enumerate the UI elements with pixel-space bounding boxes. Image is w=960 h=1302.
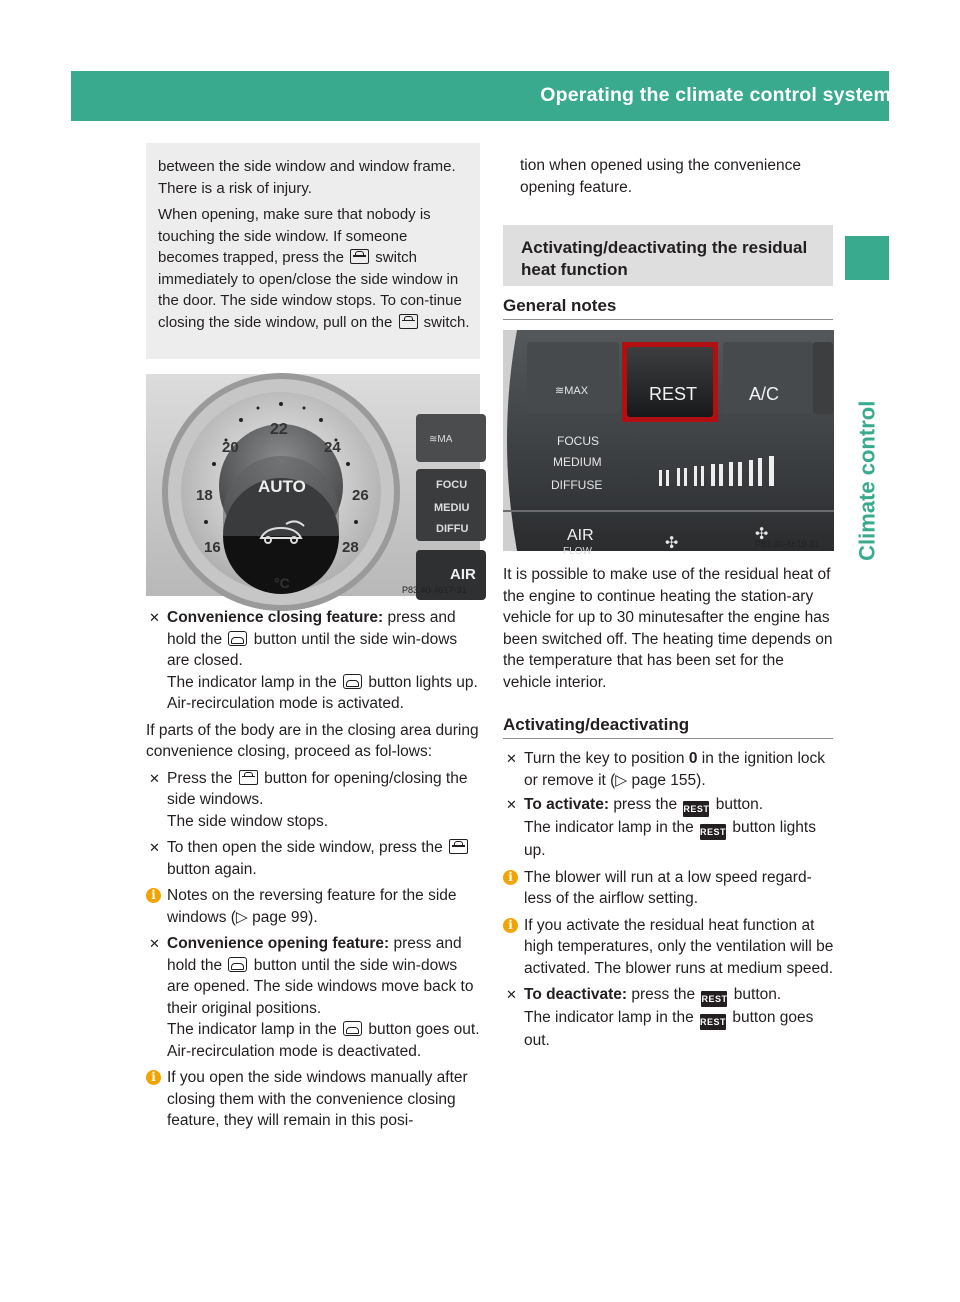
item-text: button lights up.	[524, 819, 816, 859]
info-text: If you open the side windows manually after closing them with the convenience closing feature, they will remain in this posi-	[167, 1069, 468, 1129]
dial-unit: °C	[274, 575, 290, 591]
header-bar	[71, 71, 944, 121]
info-icon: i	[146, 888, 161, 903]
window-switch-icon	[449, 839, 468, 854]
rest-button-icon: REST	[700, 1014, 726, 1030]
item-text: button until the side win-dows are opened. The side windows move back to their original positions.	[167, 956, 474, 1017]
rest-button-icon: REST	[700, 824, 726, 840]
item-bold: To activate:	[524, 796, 609, 813]
item-bold: Convenience opening feature:	[167, 935, 390, 952]
item-text: button.	[715, 796, 764, 813]
list-item	[146, 768, 480, 833]
chapter-label: Climate control	[854, 400, 880, 561]
window-switch-icon	[350, 249, 369, 264]
info-note	[503, 915, 834, 980]
photo2-label-medium: MEDIUM	[553, 455, 602, 469]
rest-button-icon: REST	[683, 801, 709, 817]
arrow-marker-icon: ✕	[149, 610, 160, 625]
convenience-car-icon	[343, 674, 362, 689]
rest-panel-illustration	[503, 330, 834, 557]
svg-text:≋MA: ≋MA	[429, 434, 453, 445]
paragraph: It is possible to make use of the residual heat of the engine to continue heating the station-ary vehicle for up to 30 minutesafter the engine has been switched off. The heating time depends on the temperature that has been set for the vehicle interior.	[503, 566, 833, 691]
arrow-marker-icon: ✕	[506, 751, 517, 766]
info-note	[146, 885, 480, 928]
warning-text-2	[158, 204, 470, 333]
right-column-continuation	[503, 155, 833, 198]
item-text: The indicator lamp in the	[524, 1009, 694, 1026]
photo2-label-focus: FOCUS	[557, 434, 599, 448]
photo2-code: P83.40-4619-31	[755, 539, 820, 549]
dial-temp-16: 16	[204, 539, 221, 556]
dial-temp-24: 24	[324, 439, 341, 456]
item-text: Press the	[167, 769, 233, 787]
info-text: The blower will run at a low speed regard-less of the airflow setting.	[524, 868, 812, 907]
list-item	[503, 748, 834, 791]
section-heading: Activating/deactivating the residual heat function	[503, 225, 833, 286]
heading-rule	[503, 738, 833, 739]
info-icon: i	[503, 870, 518, 885]
warning-text-2b: switch immediately to open/close the side window in the door. The side window stops. To con-tinue closing the side window, pull on the	[158, 249, 462, 331]
paragraph: If parts of the body are in the closing area during convenience closing, proceed as fol-lows:	[146, 721, 479, 760]
list-item	[146, 607, 480, 715]
right-column	[503, 564, 834, 693]
photo1-label-focus: FOCU	[436, 479, 468, 491]
info-note	[503, 867, 834, 910]
item-text: The side window stops.	[167, 812, 329, 830]
convenience-car-icon	[228, 957, 247, 972]
item-text: button.	[733, 986, 782, 1003]
window-switch-icon	[399, 314, 418, 329]
convenience-car-icon	[343, 1021, 362, 1036]
item-text: The indicator lamp in the	[167, 1021, 337, 1038]
svg-text:✣: ✣	[755, 524, 769, 543]
climate-dial-photo	[146, 374, 480, 596]
rest-button-photo	[503, 330, 834, 557]
item-text: button goes out.	[524, 1009, 814, 1049]
item-text: button lights up. Air-recirculation mode is activated.	[167, 673, 478, 712]
item-text: The indicator lamp in the	[524, 819, 694, 836]
item-text: To then open the side window, press the	[167, 839, 443, 856]
list-item	[503, 794, 834, 862]
chapter-tab-marker	[845, 236, 889, 280]
svg-text:✣: ✣	[665, 533, 679, 552]
photo2-button-rest: REST	[649, 384, 698, 404]
continuation-text: tion when opened using the convenience opening feature.	[520, 157, 801, 196]
page-number: 149	[912, 85, 944, 106]
list-item	[503, 984, 834, 1052]
item-text: Turn the key to position	[524, 750, 685, 767]
heading-rule	[503, 319, 833, 320]
photo2-label-air: AIR	[567, 527, 594, 544]
info-icon: i	[146, 1070, 161, 1085]
item-text: The indicator lamp in the	[167, 673, 337, 691]
arrow-marker-icon: ✕	[149, 840, 160, 855]
warning-box	[146, 143, 480, 359]
photo2-label-diffuse: DIFFUSE	[551, 478, 603, 492]
subheading-general-notes: General notes	[503, 296, 617, 315]
item-text: press and hold the	[167, 935, 462, 974]
info-text: Notes on the reversing feature for the side windows (▷ page 99).	[167, 887, 457, 926]
item-text: press and hold the	[167, 609, 456, 648]
info-icon: i	[503, 918, 518, 933]
photo2-button-ac: A/C	[749, 384, 780, 404]
photo1-label-diffuse: DIFFU	[436, 523, 469, 535]
info-note	[146, 1067, 480, 1132]
dial-temp-22: 22	[270, 421, 288, 438]
subheading-activating: Activating/deactivating	[503, 715, 690, 734]
page-title: Operating the climate control system	[540, 84, 891, 106]
item-bold: To deactivate:	[524, 986, 628, 1003]
photo2-button-max: ≋MAX	[555, 385, 589, 397]
climate-dial-illustration	[146, 374, 480, 596]
item-text: press the	[613, 796, 678, 813]
window-switch-icon	[239, 770, 258, 785]
item-text: button until the side win-dows are closed.	[167, 630, 458, 669]
convenience-car-icon	[228, 631, 247, 646]
photo2-label-flow: FLOW	[563, 546, 592, 557]
arrow-marker-icon: ✕	[149, 936, 160, 951]
item-bold: 0	[688, 750, 698, 767]
dial-temp-28: 28	[342, 539, 359, 556]
photo1-code: P83.40-4617-31	[402, 585, 467, 595]
info-text: If you activate the residual heat function at high temperatures, only the ventilation will be activated. The blower runs at medium speed.	[524, 916, 834, 977]
header-divider	[900, 79, 902, 115]
list-item	[146, 837, 480, 880]
arrow-marker-icon: ✕	[506, 987, 517, 1002]
item-bold: Convenience closing feature:	[167, 609, 384, 626]
warning-text-2c: switch.	[423, 313, 470, 331]
dial-auto-label: AUTO	[258, 477, 306, 496]
photo1-label-air: AIR	[450, 566, 476, 583]
warning-text-1: between the side window and window frame. There is a risk of injury.	[158, 158, 456, 197]
item-text: in the ignition lock or remove it (▷ page 155).	[524, 750, 826, 789]
rest-button-icon: REST	[701, 991, 727, 1007]
item-text: button goes out. Air-recirculation mode is deactivated.	[167, 1021, 480, 1060]
warning-text-2a: When opening, make sure that nobody is touching the side window. If someone becomes trapped, press the	[158, 206, 431, 266]
right-column-steps	[503, 748, 834, 1052]
left-column	[146, 607, 480, 1132]
list-item	[146, 933, 480, 1062]
arrow-marker-icon: ✕	[506, 797, 517, 812]
dial-temp-20: 20	[222, 439, 239, 456]
item-text: button for opening/closing the side windows.	[167, 769, 468, 808]
dial-temp-26: 26	[352, 487, 369, 504]
photo1-label-medium: MEDIU	[434, 502, 470, 514]
arrow-marker-icon: ✕	[149, 770, 160, 786]
dial-temp-18: 18	[196, 487, 213, 504]
item-text: button again.	[167, 860, 257, 878]
item-text: press the	[631, 986, 696, 1003]
